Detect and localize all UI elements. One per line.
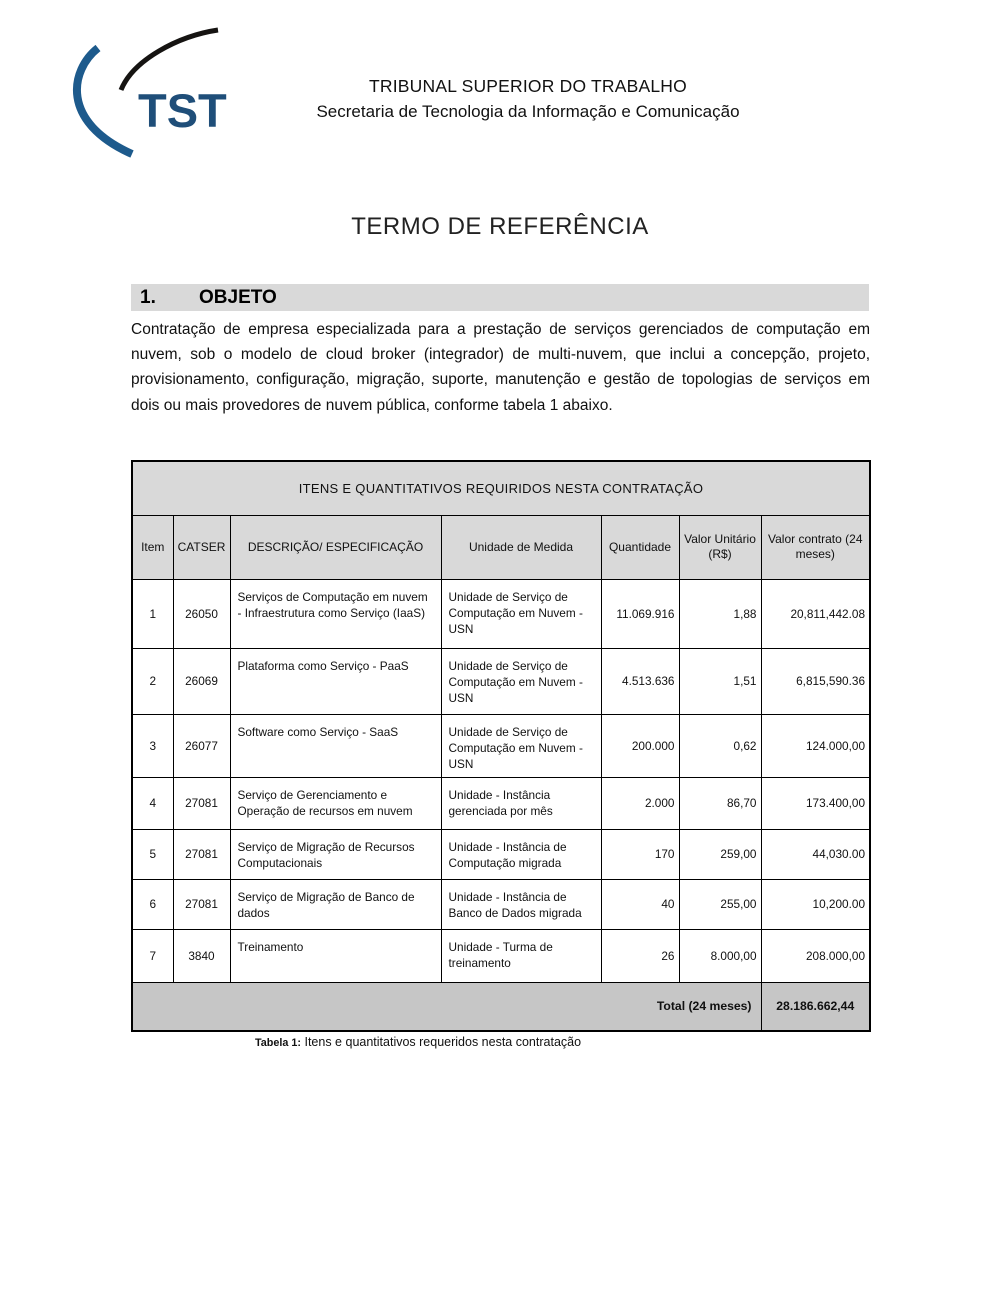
org-department: Secretaria de Tecnologia da Informação e Comunicação [316,102,740,121]
table-cell: Unidade - Instância gerenciada por mês [441,777,601,829]
table-cell: Unidade de Serviço de Computação em Nuvem - USN [441,714,601,777]
table-row [132,879,870,929]
table-cell: Treinamento [230,929,441,982]
table-row [132,648,870,714]
table-cell: 0,62 [679,714,761,777]
table-header-row [132,515,870,579]
items-table [131,460,871,1032]
table-cell: 27081 [173,829,230,879]
column-header: Unidade de Medida [441,515,601,579]
table-body [132,579,870,982]
table-cell: Plataforma como Serviço - PaaS [230,648,441,714]
logo-text: TST [138,84,227,137]
table-cell: 44,030.00 [761,829,870,879]
table-title: ITENS E QUANTITATIVOS REQUIRIDOS NESTA CONTRATAÇÃO [132,461,870,515]
table-cell: 3840 [173,929,230,982]
table-cell: 26069 [173,648,230,714]
section-number: 1. [140,286,156,308]
items-quantities-table [131,460,871,1032]
table-cell: 4 [132,777,173,829]
table-cell: 11.069.916 [601,579,679,648]
table-cell: 124.000,00 [761,714,870,777]
org-name: TRIBUNAL SUPERIOR DO TRABALHO [369,76,687,96]
table-cell: 1,88 [679,579,761,648]
column-header: Valor contrato (24 meses) [761,515,870,579]
table-cell: Serviços de Computação em nuvem - Infraestrutura como Serviço (IaaS) [230,579,441,648]
total-label: Total (24 meses) [132,982,761,1031]
table-cell: 7 [132,929,173,982]
table-cell: 3 [132,714,173,777]
org-header [156,74,900,124]
table-cell: Unidade - Turma de treinamento [441,929,601,982]
table-cell: Software como Serviço - SaaS [230,714,441,777]
table-cell: 170 [601,829,679,879]
table-cell: 6,815,590.36 [761,648,870,714]
table-cell: 26077 [173,714,230,777]
table-cell: 4.513.636 [601,648,679,714]
column-header: Item [132,515,173,579]
table-cell: 8.000,00 [679,929,761,982]
table-cell: 208.000,00 [761,929,870,982]
caption-text: Itens e quantitativos requeridos nesta contratação [301,1035,582,1049]
table-cell: Serviço de Migração de Recursos Computacionais [230,829,441,879]
table-title-row [132,461,870,515]
table-cell: 1 [132,579,173,648]
table-cell: 6 [132,879,173,929]
column-header: CATSER [173,515,230,579]
table-cell: Unidade de Serviço de Computação em Nuvem - USN [441,579,601,648]
table-cell: 27081 [173,879,230,929]
table-cell: 26050 [173,579,230,648]
table-cell: 10,200.00 [761,879,870,929]
column-header: Valor Unitário (R$) [679,515,761,579]
table-cell: 2.000 [601,777,679,829]
column-header: DESCRIÇÃO/ ESPECIFICAÇÃO [230,515,441,579]
table-cell: 20,811,442.08 [761,579,870,648]
table-row [132,714,870,777]
caption-label: Tabela 1: [255,1037,302,1049]
table-cell: Serviço de Migração de Banco de dados [230,879,441,929]
table-cell: 40 [601,879,679,929]
table-cell: 5 [132,829,173,879]
total-value: 28.186.662,44 [761,982,870,1031]
table-row [132,929,870,982]
table-cell: 255,00 [679,879,761,929]
logo-blue-arc [77,48,132,154]
objeto-paragraph: Contratação de empresa especializada para a prestação de serviços gerenciados de computação em nuvem, sob o modelo de cloud broker (integrador) de multi-nuvem, que inclui a concepção, projeto, provisionamento, configuração, migração, suporte, manutenção e gestão de topologias de serviços em dois ou mais provedores de nuvem pública, conforme tabela 1 abaixo. [131,321,870,414]
table-cell: 2 [132,648,173,714]
table-cell: 26 [601,929,679,982]
table-caption [255,1035,581,1049]
table-cell: 173.400,00 [761,777,870,829]
document-title: TERMO DE REFERÊNCIA [351,213,649,240]
table-row [132,579,870,648]
table-cell: 200.000 [601,714,679,777]
table-cell: 27081 [173,777,230,829]
table-cell: Unidade - Instância de Banco de Dados migrada [441,879,601,929]
table-total-row [132,982,870,1031]
section-title: OBJETO [199,286,277,308]
table-cell: 86,70 [679,777,761,829]
table-cell: Serviço de Gerenciamento e Operação de recursos em nuvem [230,777,441,829]
table-cell: Unidade - Instância de Computação migrada [441,829,601,879]
table-row [132,777,870,829]
table-cell: 259,00 [679,829,761,879]
column-header: Quantidade [601,515,679,579]
table-row [132,829,870,879]
section-heading [131,284,869,311]
table-cell: 1,51 [679,648,761,714]
table-cell: Unidade de Serviço de Computação em Nuvem - USN [441,648,601,714]
